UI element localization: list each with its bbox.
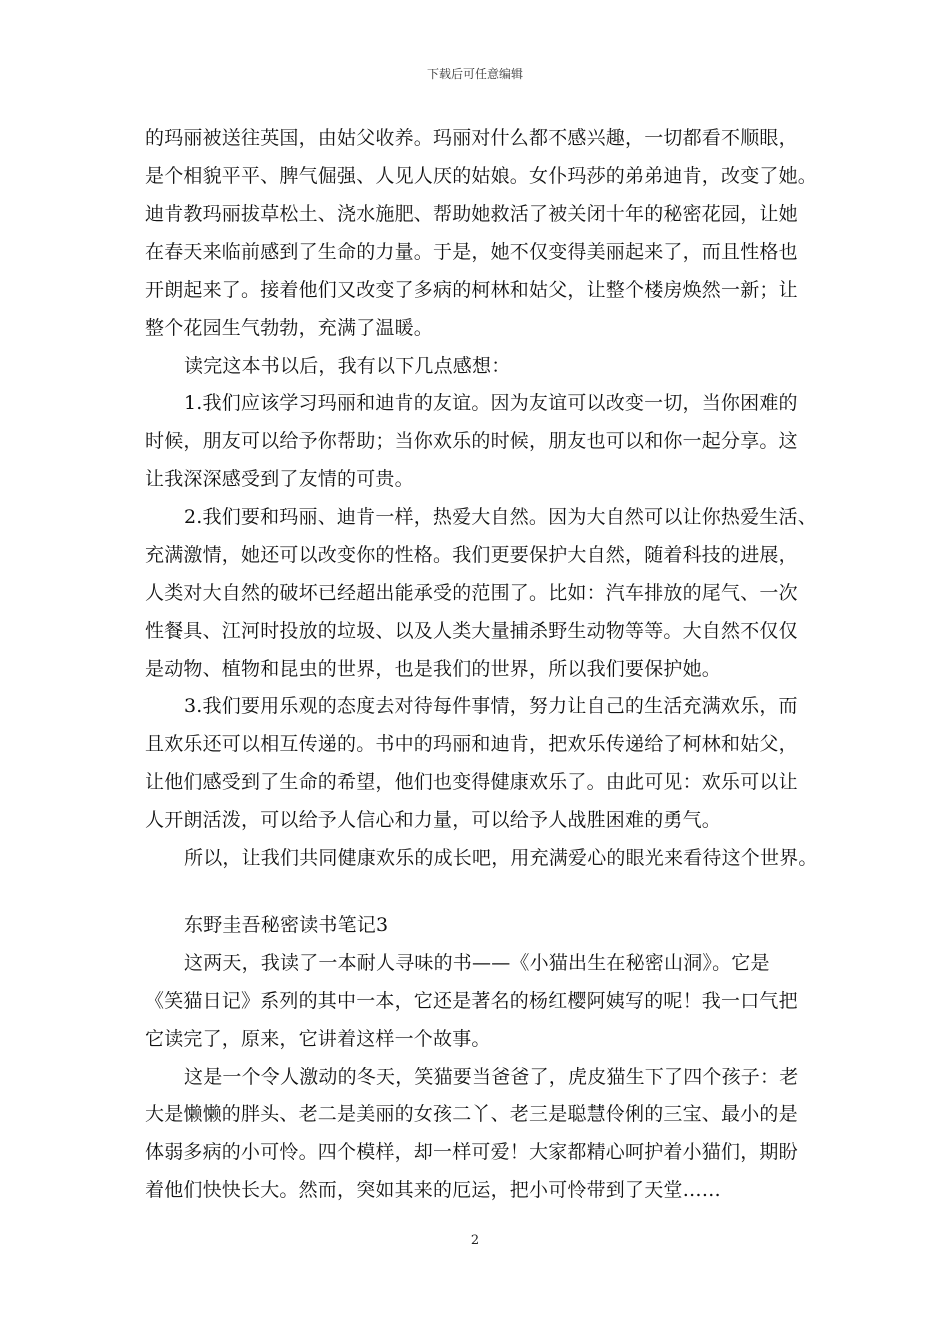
text-line: 2.我们要和玛丽、迪肯一样，热爱大自然。因为大自然可以让你热爱生活、 xyxy=(184,506,817,528)
text-line: 开朗起来了。接着他们又改变了多病的柯林和姑父，让整个楼房焕然一新；让 xyxy=(145,279,798,301)
text-line: 整个花园生气勃勃，充满了温暖。 xyxy=(145,317,434,339)
text-line: 读完这本书以后，我有以下几点感想： xyxy=(184,355,511,377)
text-line: 它读完了，原来，它讲着这样一个故事。 xyxy=(145,1028,491,1050)
text-line: 性餐具、江河时投放的垃圾、以及人类大量捕杀野生动物等等。大自然不仅仅 xyxy=(145,620,798,642)
text-line: 在春天来临前感到了生命的力量。于是，她不仅变得美丽起来了，而且性格也 xyxy=(145,241,798,263)
text-line: 是个相貌平平、脾气倔强、人见人厌的姑娘。女仆玛莎的弟弟迪肯，改变了她。 xyxy=(145,165,818,187)
text-line: 且欢乐还可以相互传递的。书中的玛丽和迪肯，把欢乐传递给了柯林和姑父， xyxy=(145,733,798,755)
text-line: 让他们感受到了生命的希望，他们也变得健康欢乐了。由此可见：欢乐可以让 xyxy=(145,771,798,793)
text-line: 这是一个令人激动的冬天，笑猫要当爸爸了，虎皮猫生下了四个孩子：老 xyxy=(184,1066,799,1088)
section-title: 东野圭吾秘密读书笔记3 xyxy=(184,914,389,936)
text-line: 人类对大自然的破坏已经超出能承受的范围了。比如：汽车排放的尾气、一次 xyxy=(145,582,798,604)
text-line: 的玛丽被送往英国，由姑父收养。玛丽对什么都不感兴趣，一切都看不顺眼， xyxy=(145,127,798,149)
text-line: 1.我们应该学习玛丽和迪肯的友谊。因为友谊可以改变一切，当你困难的 xyxy=(184,392,798,414)
page-number: 2 xyxy=(470,1233,480,1248)
text-line: 《笑猫日记》系列的其中一本，它还是著名的杨红樱阿姨写的呢！我一口气把 xyxy=(145,990,798,1012)
text-line: 人开朗活泼，可以给予人信心和力量，可以给予人战胜困难的勇气。 xyxy=(145,809,722,831)
text-line: 所以，让我们共同健康欢乐的成长吧，用充满爱心的眼光来看待这个世界。 xyxy=(184,847,818,869)
text-line: 是动物、植物和昆虫的世界，也是我们的世界，所以我们要保护她。 xyxy=(145,658,722,680)
text-line: 3.我们要用乐观的态度去对待每件事情，努力让自己的生活充满欢乐，而 xyxy=(184,695,798,717)
text-line: 这两天，我读了一本耐人寻味的书——《小猫出生在秘密山洞》。它是 xyxy=(184,952,770,974)
text-line: 着他们快快长大。然而，突如其来的厄运，把小可怜带到了天堂…… xyxy=(145,1179,722,1201)
text-line: 充满激情，她还可以改变你的性格。我们更要保护大自然，随着科技的进展， xyxy=(145,544,798,566)
page-header: 下载后可任意编辑 xyxy=(426,67,523,81)
text-line: 大是懒懒的胖头、老二是美丽的女孩二丫、老三是聪慧伶俐的三宝、最小的是 xyxy=(145,1103,798,1125)
text-line: 让我深深感受到了友情的可贵。 xyxy=(145,468,414,490)
text-line: 体弱多病的小可怜。四个模样，却一样可爱！大家都精心呵护着小猫们，期盼 xyxy=(145,1141,798,1163)
text-line: 迪肯教玛丽拔草松土、浇水施肥、帮助她救活了被关闭十年的秘密花园，让她 xyxy=(145,203,798,225)
text-line: 时候，朋友可以给予你帮助；当你欢乐的时候，朋友也可以和你一起分享。这 xyxy=(145,430,798,452)
